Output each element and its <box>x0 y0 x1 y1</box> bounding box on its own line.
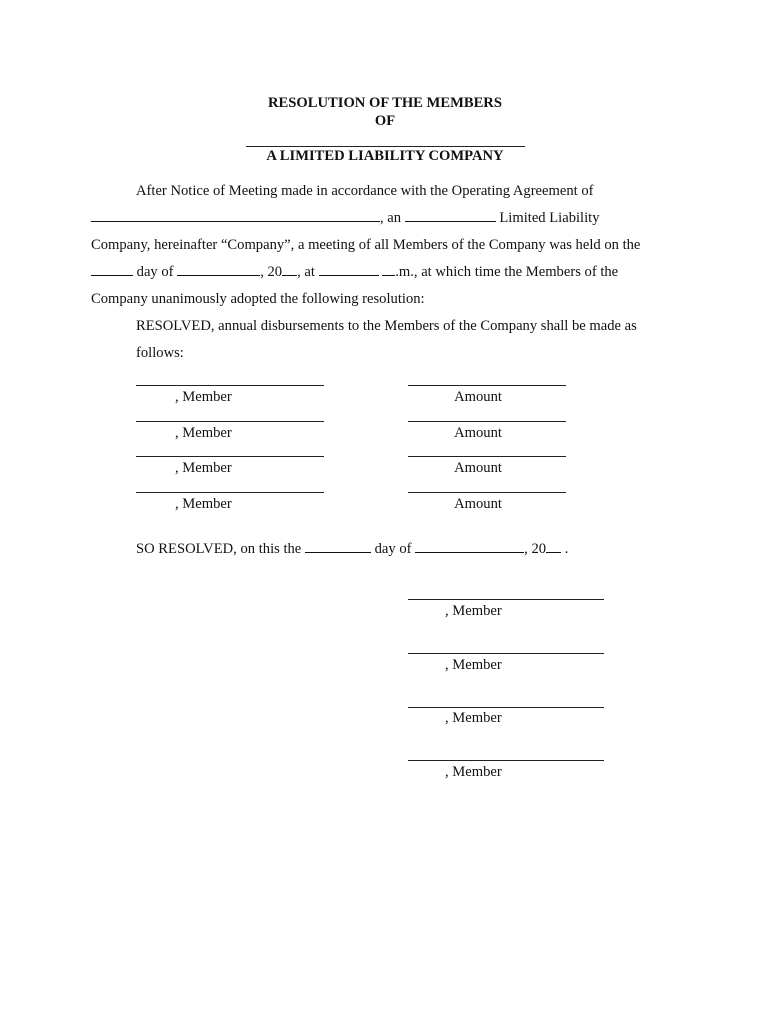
paragraph-1-line-5: Company unanimously adopted the following resolution: <box>91 291 425 307</box>
member-label: , Member <box>175 425 232 441</box>
paragraph-2-line-1: RESOLVED, annual disbursements to the Members of the Company shall be made as <box>136 318 637 334</box>
title-line-2: OF <box>374 113 396 129</box>
title-line-3: A LIMITED LIABILITY COMPANY <box>266 148 504 164</box>
member-label: , Member <box>175 496 232 512</box>
amount-label: Amount <box>454 425 502 441</box>
paragraph-1-line-1: After Notice of Meeting made in accordance with the Operating Agreement of <box>136 183 594 199</box>
text: , 20 <box>524 541 547 557</box>
member-label: , Member <box>175 389 232 405</box>
year-blank <box>546 540 561 553</box>
amount-label: Amount <box>454 496 502 512</box>
signature-label: , Member <box>445 710 502 726</box>
member-label: , Member <box>175 460 232 476</box>
signature-label: , Member <box>445 657 502 673</box>
member-name-line <box>136 492 324 493</box>
signature-label: , Member <box>445 603 502 619</box>
member-name-line <box>136 421 324 422</box>
day-blank <box>305 540 371 553</box>
amount-line <box>408 385 566 386</box>
signature-line <box>408 707 604 708</box>
day-blank <box>91 263 133 276</box>
ampm-blank <box>382 263 395 276</box>
text: , 20 <box>260 264 283 280</box>
member-name-line <box>136 456 324 457</box>
paragraph-2-line-2: follows: <box>136 345 184 361</box>
year-blank <box>282 263 297 276</box>
amount-label: Amount <box>454 460 502 476</box>
signature-label: , Member <box>445 764 502 780</box>
text: , an <box>380 210 402 226</box>
company-blank <box>91 209 380 222</box>
signature-line <box>408 653 604 654</box>
text: day of <box>374 541 412 557</box>
amount-line <box>408 421 566 422</box>
month-blank <box>415 540 524 553</box>
member-name-line <box>136 385 324 386</box>
paragraph-1-line-4 <box>91 263 618 281</box>
state-blank <box>405 209 496 222</box>
title-line-1: RESOLUTION OF THE MEMBERS <box>268 95 502 111</box>
so-resolved-line <box>136 540 568 558</box>
text: day of <box>136 264 174 280</box>
month-blank <box>177 263 260 276</box>
paragraph-1-line-3: Company, hereinafter “Company”, a meeting of all Members of the Company was held on the <box>91 237 641 253</box>
paragraph-1-line-2 <box>91 209 600 227</box>
text: . <box>564 541 569 557</box>
signature-line <box>408 599 604 600</box>
text: Limited Liability <box>499 210 600 226</box>
text: SO RESOLVED, on this the <box>136 541 302 557</box>
text: , at <box>297 264 315 280</box>
amount-label: Amount <box>454 389 502 405</box>
time-blank <box>319 263 379 276</box>
signature-line <box>408 760 604 761</box>
amount-line <box>408 456 566 457</box>
text: .m., at which time the Members of the <box>395 264 619 280</box>
amount-line <box>408 492 566 493</box>
